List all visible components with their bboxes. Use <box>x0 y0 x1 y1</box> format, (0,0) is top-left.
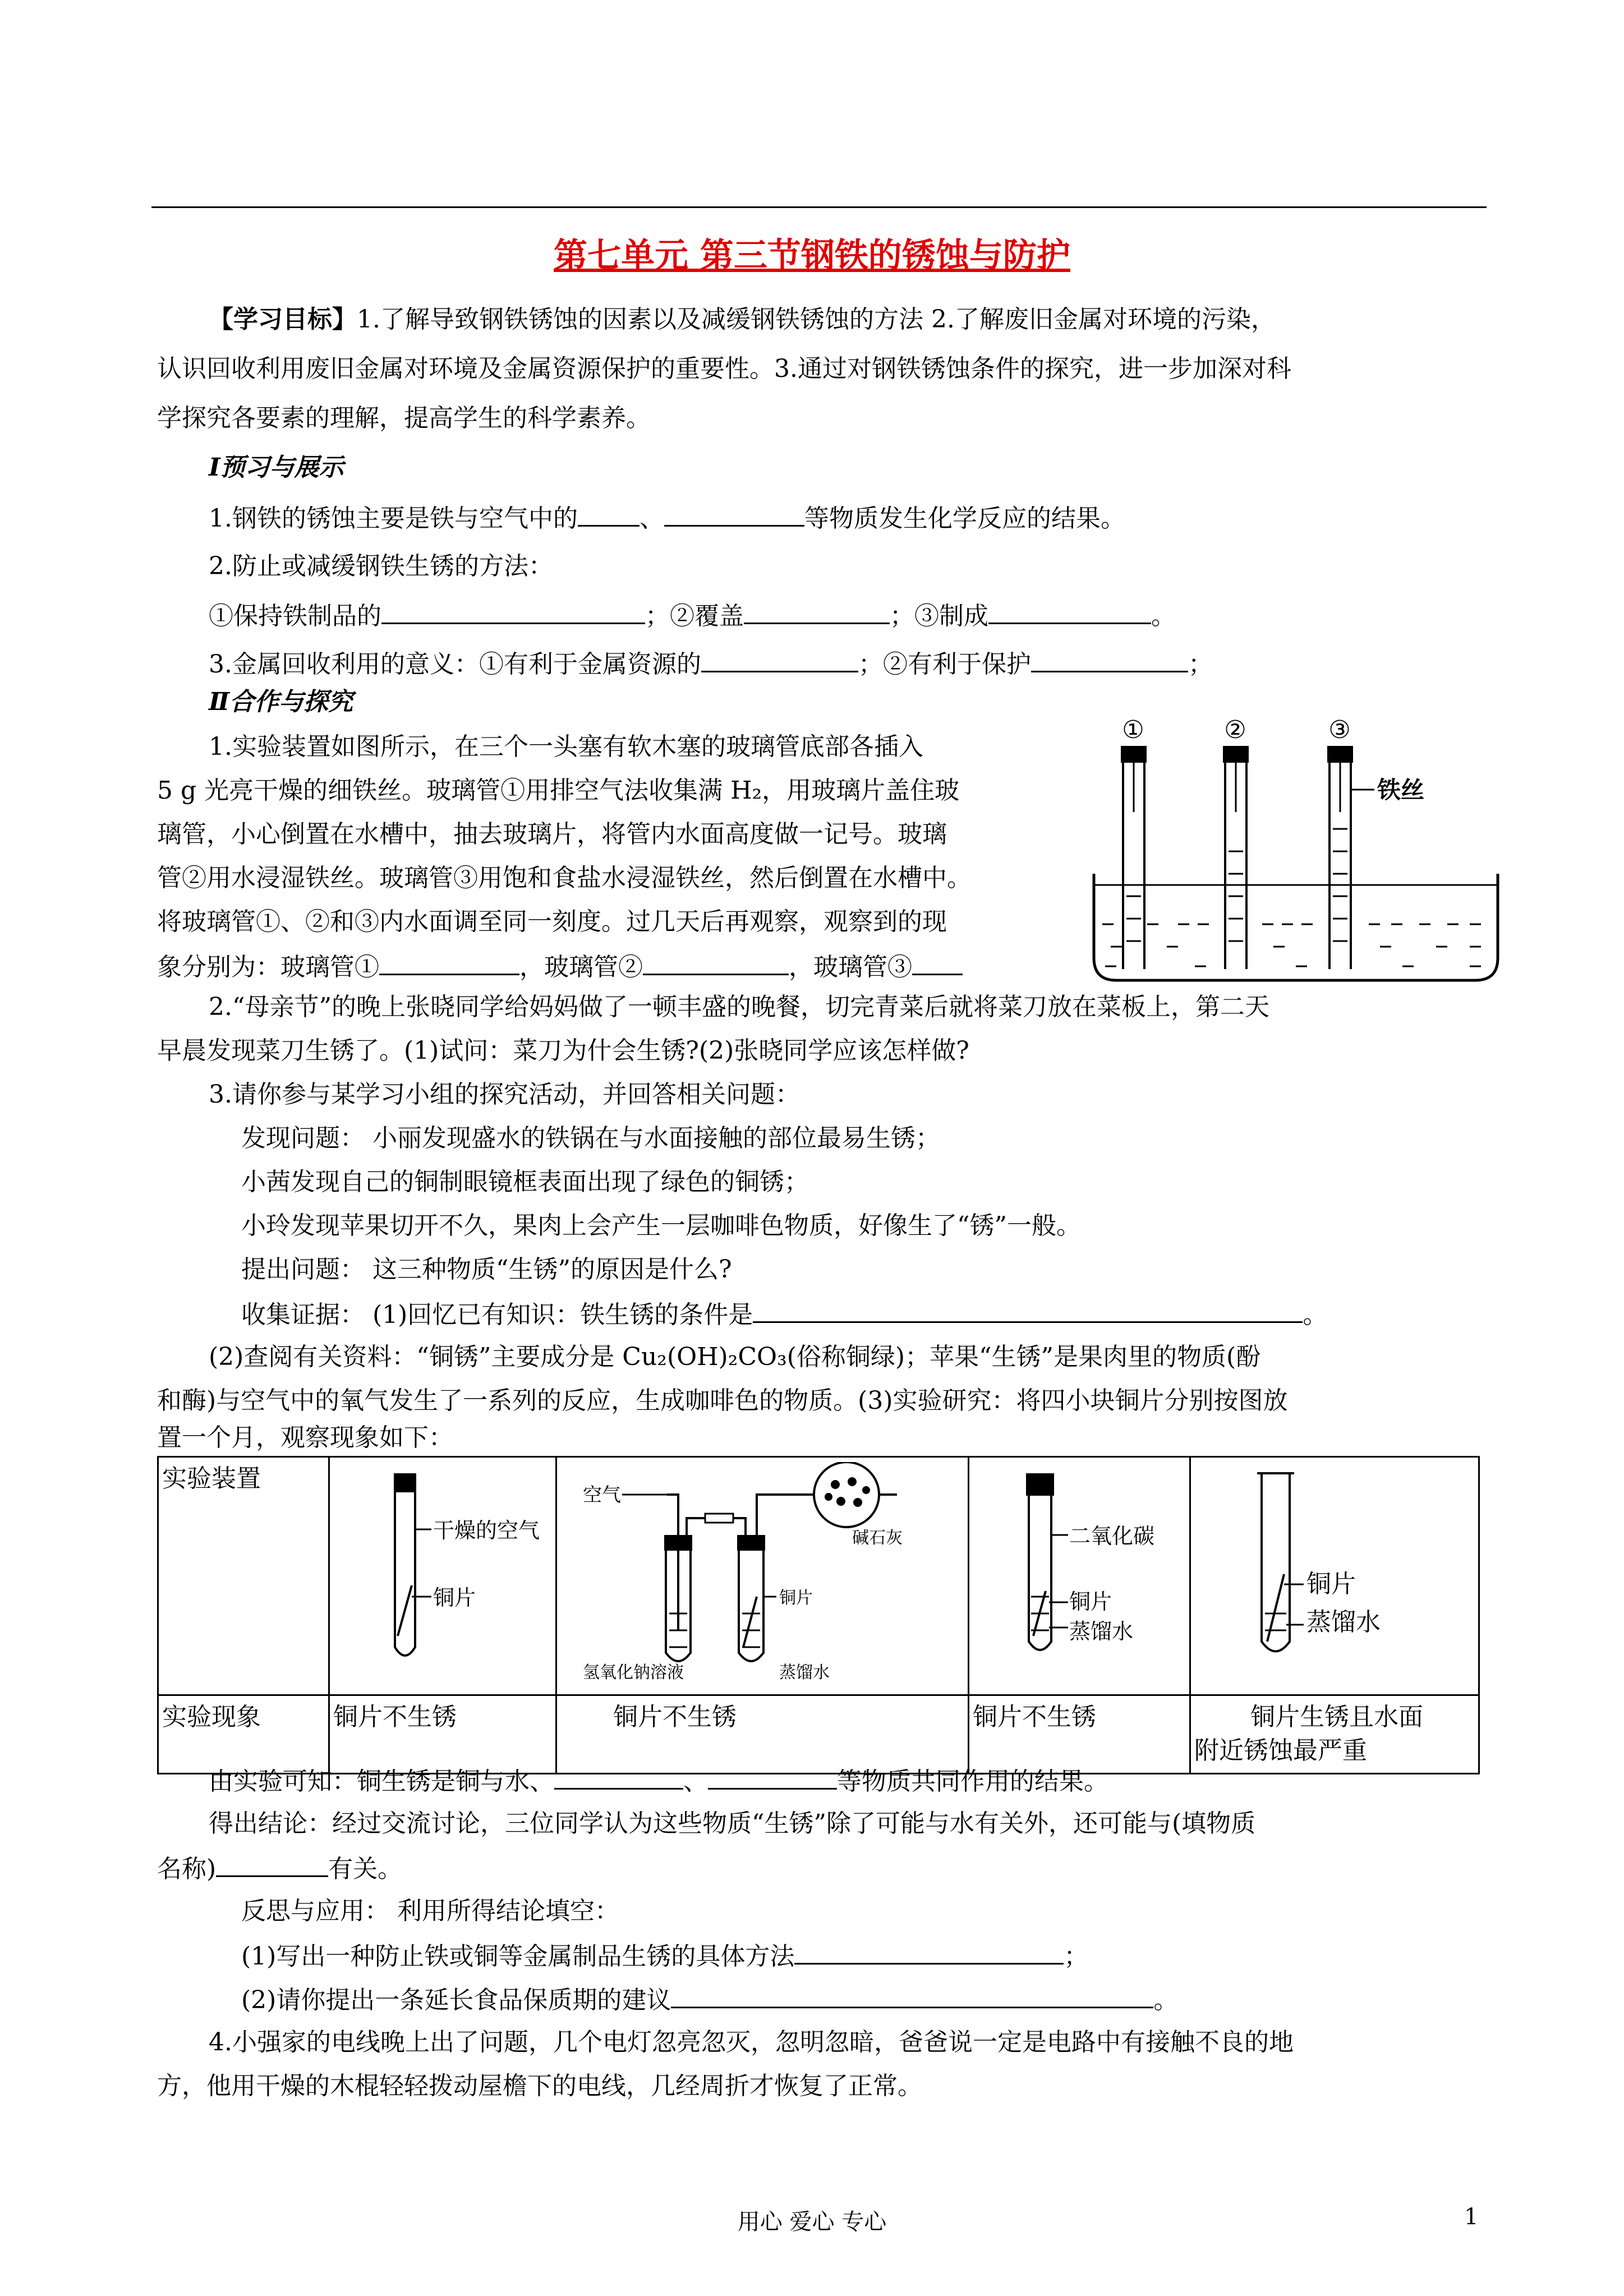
open-tube-figure <box>1194 1462 1469 1681</box>
after-line-2: 得出结论：经过交流讨论，三位同学认为这些物质“生锈”除了可能与水有关外，还可能与(填物质 <box>209 1809 1256 1838</box>
after-line-6 <box>241 1982 1178 2017</box>
s2-q3-collect <box>241 1297 1327 1332</box>
objectives-line-3: 学探究各要素的理解，提高学生的科学素养。 <box>157 404 651 432</box>
s2-q3-collect-b: 。 <box>1303 1301 1328 1329</box>
s2-q3-lookup-3: 置一个月，观察现象如下： <box>157 1423 453 1452</box>
copper-strip <box>398 1585 412 1636</box>
s1-q3-a: 3.金属回收利用的意义：①有利于金属资源的 <box>209 650 701 679</box>
stopper-1 <box>664 1535 692 1551</box>
objectives-text-1: 1.了解导致钢铁锈蚀的因素以及减缓钢铁锈蚀的方法 2.了解废旧金属对环境的污染， <box>357 305 1276 334</box>
observation-cell-2: 铜片不生锈 <box>556 1695 969 1774</box>
stopper-2 <box>737 1535 765 1551</box>
after-l6-b: 。 <box>1153 1986 1179 2014</box>
soda-lime-tube <box>814 1462 879 1527</box>
after-line-8: 方，他用干燥的木棍轻轻拨动屋檐下的电线，几经周折才恢复了正常。 <box>157 2072 922 2100</box>
s1-q2-methods <box>209 598 1176 633</box>
answer-blank[interactable] <box>912 949 963 975</box>
header-rule <box>151 206 1487 208</box>
label-water: 蒸馏水 <box>779 1663 830 1681</box>
iron-wire-label: 铁丝 <box>1377 776 1425 804</box>
answer-blank[interactable] <box>988 598 1151 624</box>
s2-p1-line-5: 将玻璃管①、②和③内水面调至同一刻度。过几天后再观察，观察到的现 <box>157 907 947 936</box>
answer-blank[interactable] <box>1031 646 1188 672</box>
dry-air-tube-figure <box>333 1462 546 1681</box>
s1-q1 <box>209 500 1125 536</box>
s2-q3-collect-a: 收集证据： (1)回忆已有知识：铁生锈的条件是 <box>241 1301 753 1329</box>
label-copper: 铜片 <box>1306 1570 1356 1598</box>
label-co2: 二氧化碳 <box>1069 1524 1155 1548</box>
tube-1-stopper <box>1121 746 1147 763</box>
obs-4-line-2: 附近锈蚀最严重 <box>1194 1736 1367 1765</box>
after-l3-a: 名称) <box>157 1855 217 1883</box>
answer-blank[interactable] <box>744 598 890 624</box>
co2-tube-figure <box>973 1462 1180 1681</box>
water-trough <box>1094 874 1498 980</box>
label-copper: 铜片 <box>779 1588 813 1608</box>
answer-blank[interactable] <box>379 949 519 975</box>
water-tube <box>739 1551 763 1661</box>
s1-q3-b: ；②有利于保护 <box>858 650 1031 679</box>
answer-blank[interactable] <box>708 1763 837 1790</box>
setup-cell-2 <box>556 1457 969 1695</box>
answer-blank[interactable] <box>671 1982 1153 2008</box>
s2-p1-last-a: 象分别为：玻璃管① <box>157 953 379 981</box>
stopper <box>1026 1473 1054 1496</box>
answer-blank[interactable] <box>554 1763 683 1790</box>
answer-blank[interactable] <box>216 1851 328 1877</box>
label-copper: 铜片 <box>433 1585 476 1610</box>
objectives-line-1 <box>209 303 1276 336</box>
test-tube <box>1029 1496 1051 1650</box>
answer-blank[interactable] <box>643 949 789 975</box>
copper-strip <box>743 1597 757 1647</box>
test-tube <box>1262 1473 1290 1652</box>
s1-q1-text: 1.钢铁的锈蚀主要是铁与空气中的 <box>209 504 578 533</box>
setup-cell-3 <box>969 1457 1190 1695</box>
s1-q1-tail: 等物质发生化学反应的结果。 <box>804 504 1125 533</box>
experiment-table <box>157 1456 1480 1774</box>
s2-p1-last-c: ，玻璃管③ <box>789 953 912 981</box>
answer-blank[interactable] <box>664 500 804 527</box>
answer-blank[interactable] <box>753 1297 1303 1323</box>
page-title: 第七单元 第三节钢铁的锈蚀与防护 <box>554 236 1070 275</box>
after-line-1 <box>209 1763 1108 1799</box>
s1-q2-c: ；③制成 <box>890 602 988 630</box>
after-line-5 <box>241 1938 1088 1974</box>
s1-q1-sep: 、 <box>639 504 664 533</box>
s1-q2-a: ①保持铁制品的 <box>209 602 381 630</box>
after-line-4: 反思与应用： 利用所得结论填空： <box>241 1897 619 1925</box>
s2-p1-line-1: 1.实验装置如图所示，在三个一头塞有软木塞的玻璃管底部各插入 <box>209 732 923 761</box>
s1-q2-b: ；②覆盖 <box>645 602 744 630</box>
after-l6-a: (2)请你提出一条延长食品保质期的建议 <box>241 1986 671 2014</box>
s2-q2-line-1: 2.“母亲节”的晚上张晓同学给妈妈做了一顿丰盛的晚餐，切完青菜后就将菜刀放在菜板上，第二天 <box>209 993 1269 1021</box>
section-2-heading: Ⅱ合作与探究 <box>209 688 353 716</box>
label-soda-lime: 碱石灰 <box>852 1528 903 1548</box>
label-dry-air: 干燥的空气 <box>433 1518 540 1543</box>
row-header-observation: 实验现象 <box>158 1695 329 1774</box>
after-l5-b: ； <box>1064 1942 1089 1971</box>
after-l1-a: 由实验可知：铜生锈是铜与水、 <box>209 1767 554 1796</box>
objectives-line-2: 认识回收利用废旧金属对环境及金属资源保护的重要性。3.通过对钢铁锈蚀条件的探究，进一步加深对科 <box>157 354 1291 383</box>
row-header-setup: 实验装置 <box>158 1457 329 1695</box>
after-l5-a: (1)写出一种防止铁或铜等金属制品生锈的具体方法 <box>241 1942 795 1971</box>
label-naoh: 氢氧化钠溶液 <box>583 1663 684 1681</box>
s2-p1-line-6 <box>157 949 963 984</box>
setup-cell-1 <box>329 1457 556 1695</box>
observation-cell-4 <box>1190 1695 1479 1774</box>
s2-p1-line-2: 5 g 光亮干燥的细铁丝。玻璃管①用排空气法收集满 H₂，用玻璃片盖住玻 <box>157 776 960 805</box>
s2-p1-last-b: ，玻璃管② <box>519 953 643 981</box>
tube-3-label: ③ <box>1328 716 1351 744</box>
after-l1-c: 等物质共同作用的结果。 <box>837 1767 1108 1796</box>
s2-q2-line-2: 早晨发现菜刀生锈了。(1)试问：菜刀为什会生锈?(2)张晓同学应该怎样做? <box>157 1036 969 1065</box>
page-number: 1 <box>1464 2204 1479 2230</box>
obs-4-line-1: 铜片生锈且水面 <box>1250 1703 1423 1731</box>
section-1-heading: Ⅰ预习与展示 <box>209 453 344 482</box>
stopper <box>394 1473 416 1492</box>
after-line-7: 4.小强家的电线晚上出了问题，几个电灯忽亮忽灭，忽明忽暗，爸爸说一定是电路中有接触不良的地 <box>209 2028 1294 2057</box>
s2-q3-lookup-2: 和酶)与空气中的氧气发生了一系列的反应，生成咖啡色的物质。(3)实验研究：将四小块铜片分别按图放 <box>157 1386 1288 1415</box>
s1-q2: 2.防止或减缓钢铁生锈的方法： <box>209 552 553 580</box>
s2-q3-lookup-1: (2)查阅有关资料：“铜锈”主要成分是 Cu₂(OH)₂CO₃(俗称铜绿)；苹果“生锈”是果肉里的物质(酚 <box>209 1343 1261 1371</box>
answer-blank[interactable] <box>701 646 858 672</box>
outlet-pipe <box>757 1495 813 1535</box>
answer-blank[interactable] <box>578 500 640 527</box>
label-water: 蒸馏水 <box>1069 1619 1134 1644</box>
answer-blank[interactable] <box>381 598 645 624</box>
s1-q3-c: ； <box>1188 650 1213 679</box>
observation-cell-1: 铜片不生锈 <box>329 1695 556 1774</box>
tube-2-label: ② <box>1224 716 1246 744</box>
s1-q2-d: 。 <box>1151 602 1176 630</box>
s2-q3-find: 发现问题： 小丽发现盛水的铁锅在与水面接触的部位最易生锈； <box>241 1124 940 1152</box>
rubber-joint <box>705 1514 733 1523</box>
s2-q3-intro: 3.请你参与某学习小组的探究活动，并回答相关问题： <box>209 1080 800 1109</box>
tube-3-stopper <box>1327 746 1353 763</box>
s2-q3-find-3: 小玲发现苹果切开不久，果肉上会产生一层咖啡色物质，好像生了“锈”一般。 <box>241 1211 1081 1240</box>
after-line-3 <box>157 1851 402 1886</box>
observation-cell-3: 铜片不生锈 <box>969 1695 1190 1774</box>
label-air: 空气 <box>583 1484 621 1506</box>
tube-1-label: ① <box>1122 716 1144 744</box>
s2-q3-find-2: 小茜发现自己的铜制眼镜框表面出现了绿色的铜锈； <box>241 1168 809 1196</box>
copper-strip <box>1267 1574 1284 1642</box>
water-dashes <box>1102 924 1481 966</box>
answer-blank[interactable] <box>794 1938 1064 1965</box>
after-l3-b: 有关。 <box>328 1855 403 1883</box>
s2-p1-line-3: 璃管，小心倒置在水槽中，抽去玻璃片，将管内水面高度做一记号。玻璃 <box>157 820 947 849</box>
page-footer: 用心 爱心 专心 <box>737 2209 887 2235</box>
iron-rust-apparatus-figure <box>1088 711 1503 992</box>
setup-cell-4 <box>1190 1457 1479 1695</box>
objectives-label: 【学习目标】 <box>209 305 357 334</box>
s1-q3 <box>209 646 1213 681</box>
after-l1-b: 、 <box>683 1767 708 1796</box>
inlet-pipe <box>667 1495 678 1630</box>
tube-2-stopper <box>1223 746 1249 763</box>
co2-free-air-figure <box>560 1462 959 1681</box>
s2-q3-ask: 提出问题： 这三种物质“生锈”的原因是什么? <box>241 1255 732 1284</box>
label-water: 蒸馏水 <box>1306 1608 1381 1636</box>
s2-p1-line-4: 管②用水浸湿铁丝。玻璃管③用饱和食盐水浸湿铁丝，然后倒置在水槽中。 <box>157 864 972 892</box>
label-copper: 铜片 <box>1069 1589 1112 1614</box>
